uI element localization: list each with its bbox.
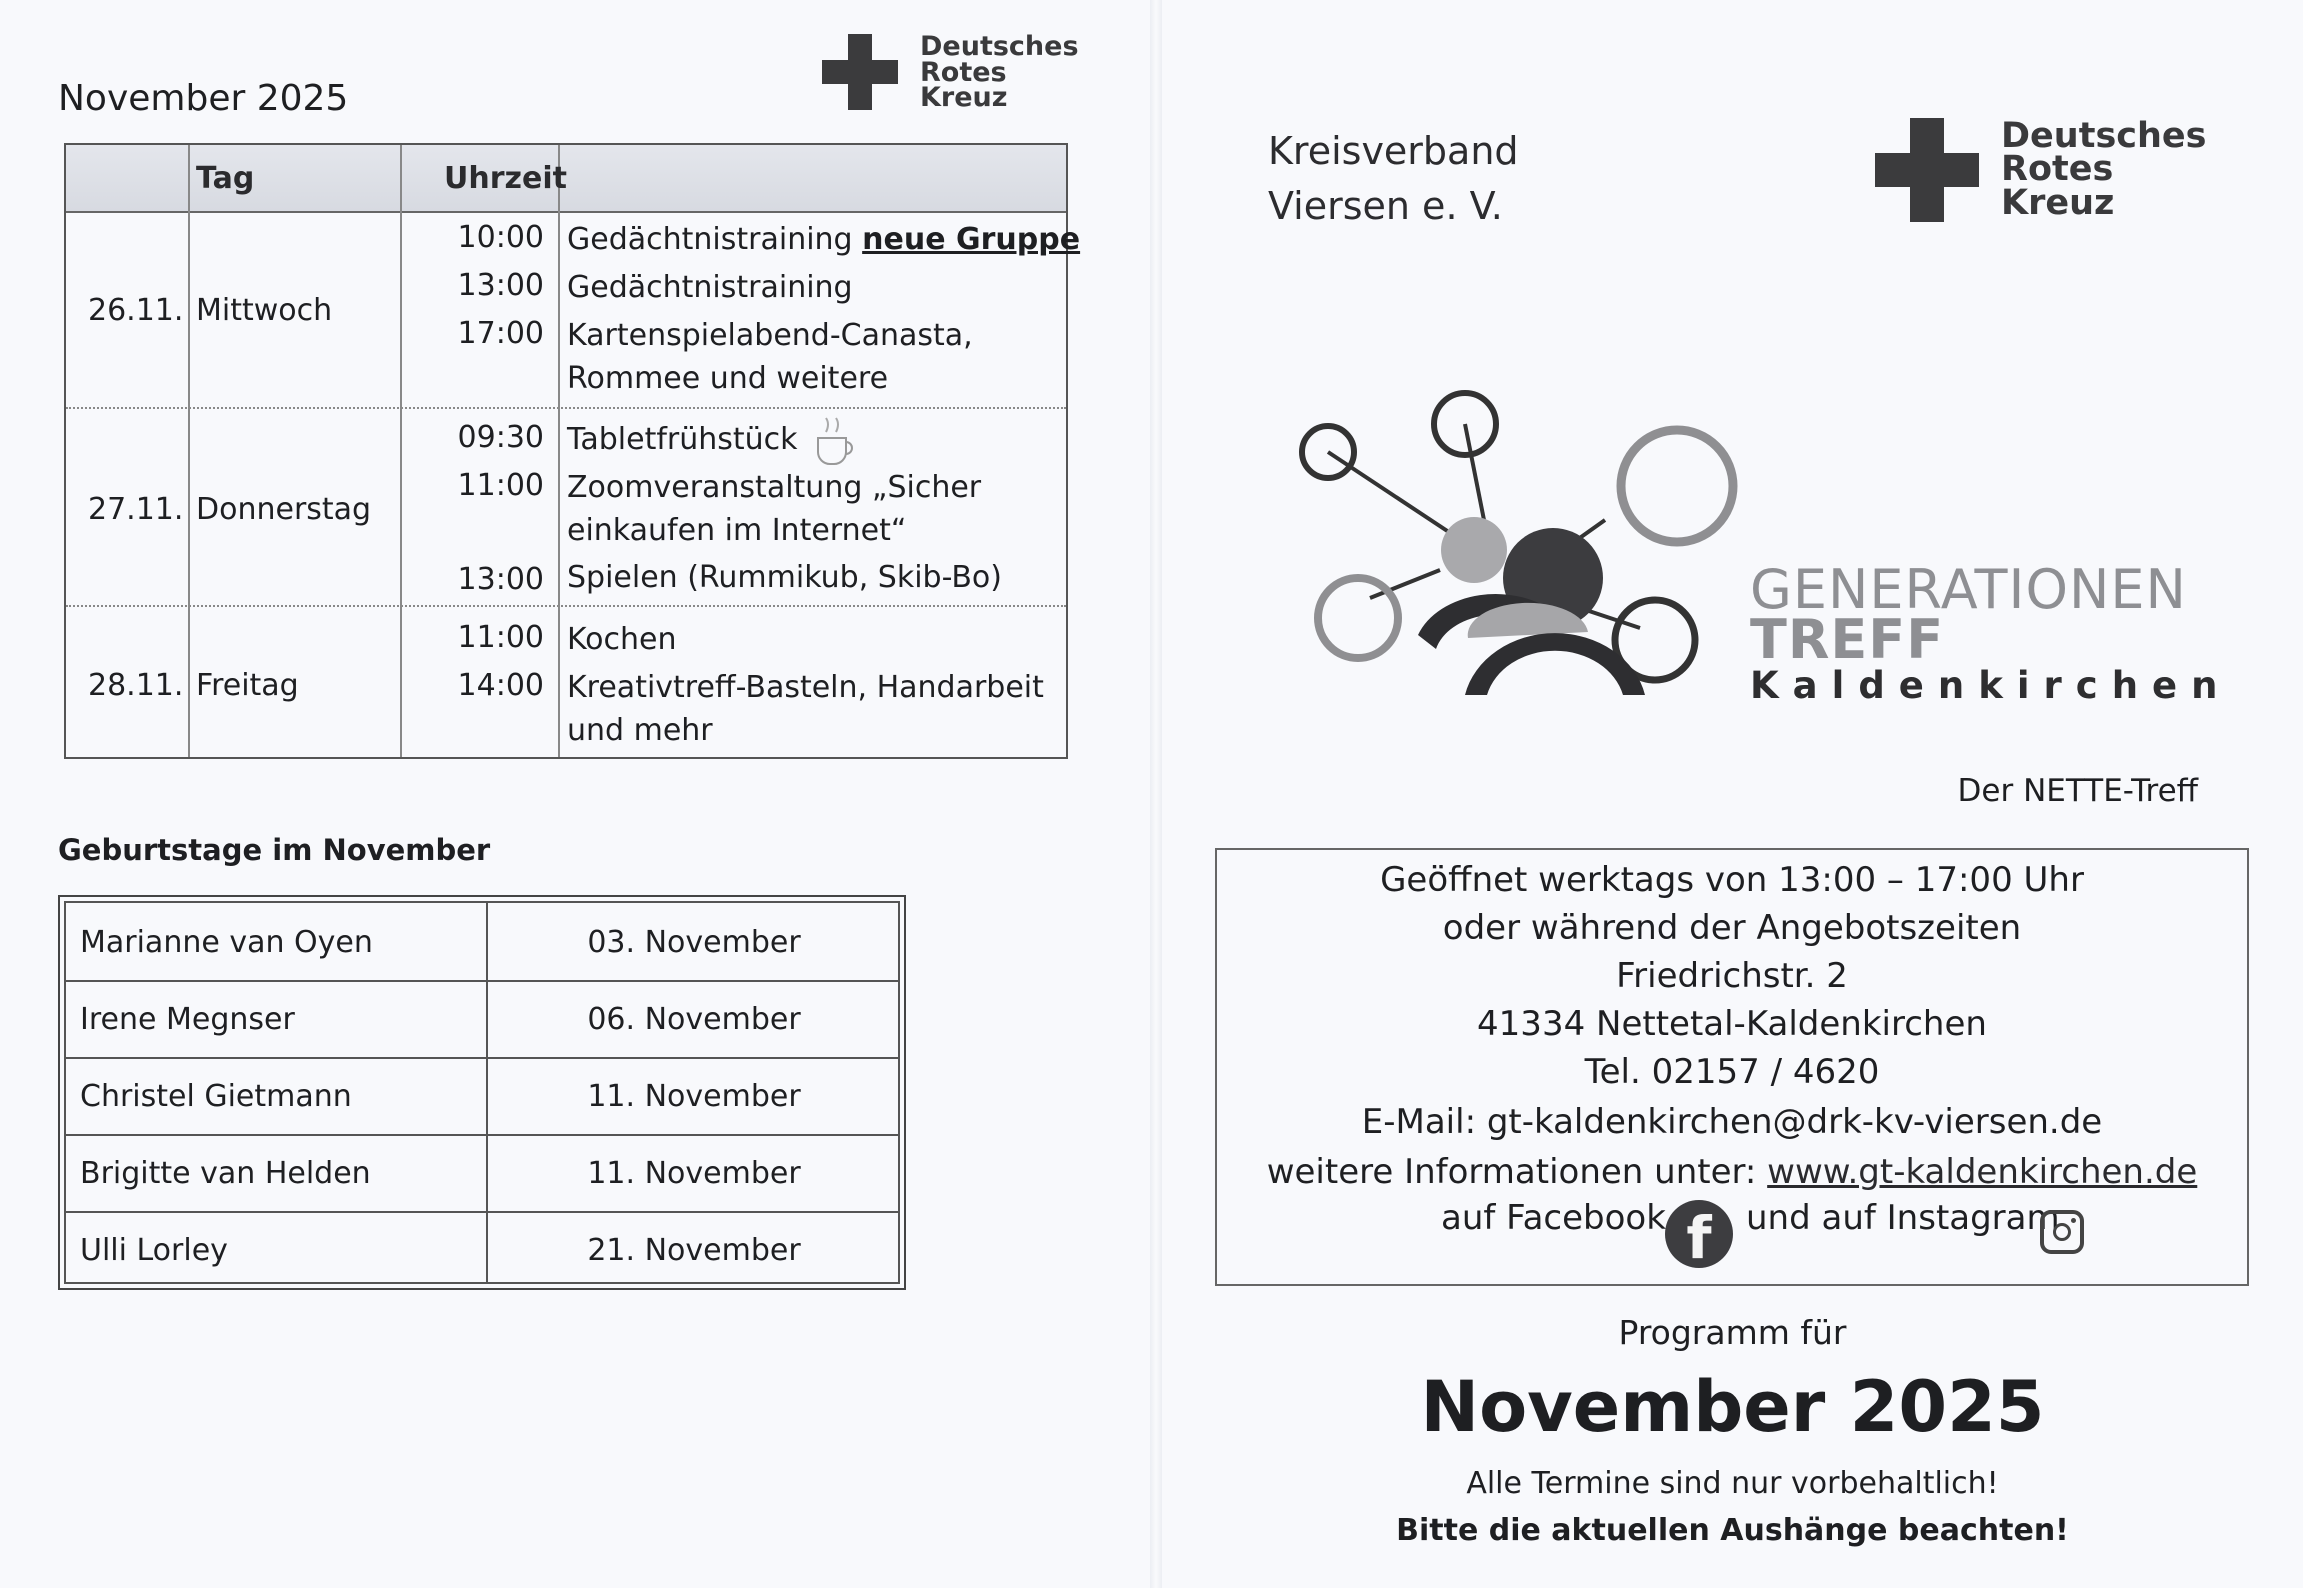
- page-fold: [1150, 0, 1162, 1588]
- event-text-continued: Rommee und weitere: [567, 361, 889, 396]
- birthday-name: Christel Gietmann: [80, 1079, 352, 1114]
- generationen-treff-logo-graphic: [1290, 380, 1750, 710]
- logo-line-3: Kreuz: [2001, 182, 2115, 223]
- street-address: Friedrichstr. 2: [1616, 956, 1848, 996]
- event-time: 13:00: [457, 562, 544, 597]
- header-tag: Tag: [196, 161, 255, 196]
- day-date: 27.11.: [88, 492, 184, 527]
- event-text: Zoomveranstaltung „Sicher: [567, 470, 982, 505]
- disclaimer-bold: Bitte die aktuellen Aushänge beachten!: [1396, 1513, 2069, 1548]
- gt-logo-word-generationen: GENERATIONEN: [1750, 558, 2187, 621]
- website-prefix: weitere Informationen unter:: [1266, 1152, 1768, 1192]
- event-text: Kochen: [567, 622, 677, 657]
- event-time: 09:30: [457, 420, 544, 455]
- gt-logo-word-treff: TREFF: [1750, 608, 1945, 671]
- logo-line-2: Rotes: [2001, 149, 2114, 190]
- birthday-date: 11. November: [587, 1079, 801, 1114]
- event-time: 13:00: [457, 268, 544, 303]
- phone-number: Tel. 02157 / 4620: [1584, 1052, 1880, 1092]
- birthday-date: 11. November: [587, 1156, 801, 1191]
- column-divider: [400, 145, 402, 757]
- red-cross-icon: [1875, 118, 1979, 222]
- nette-treff-label: Der NETTE-Treff: [1957, 773, 2198, 809]
- program-label: Programm für: [1618, 1313, 1847, 1352]
- event-text: Kartenspielabend-Canasta,: [567, 318, 973, 353]
- column-divider: [558, 145, 560, 757]
- event-time: 11:00: [457, 468, 544, 503]
- website-line: [1217, 1152, 2247, 1192]
- event-text-continued: einkaufen im Internet“: [567, 513, 907, 548]
- event-text: Gedächtnistraining: [567, 270, 853, 305]
- drk-logo-small: [822, 31, 1079, 114]
- day-date: 28.11.: [88, 668, 184, 703]
- table-row: [66, 980, 898, 1059]
- facebook-icon[interactable]: f: [1665, 1200, 1733, 1268]
- facebook-label: auf Facebook: [1441, 1198, 1666, 1238]
- birthday-date: 06. November: [587, 1002, 801, 1037]
- event-text: [567, 222, 1080, 257]
- birthday-name: Marianne van Oyen: [80, 925, 373, 960]
- logo-line-3: Kreuz: [920, 82, 1008, 114]
- drk-logo-text: [920, 31, 1079, 114]
- event-time: 11:00: [457, 620, 544, 655]
- row-divider: [66, 605, 1066, 607]
- event-text-continued: und mehr: [567, 713, 713, 748]
- logo-line-1: Deutsches: [2001, 116, 2207, 157]
- gt-logo-word-kaldenkirchen: Kaldenkirchen: [1750, 664, 2232, 707]
- event-text: Spielen (Rummikub, Skib-Bo): [567, 560, 1002, 595]
- org-line-1: Kreisverband: [1268, 129, 1519, 173]
- birthday-name: Irene Megnser: [80, 1002, 295, 1037]
- day-weekday: Donnerstag: [196, 492, 372, 527]
- birthday-date: 03. November: [587, 925, 801, 960]
- birthdays-title: Geburtstage im November: [58, 833, 491, 867]
- table-row: [66, 1134, 898, 1213]
- header-uhrzeit: Uhrzeit: [444, 161, 567, 196]
- drk-logo-large: [1875, 118, 2207, 222]
- instagram-icon[interactable]: [2040, 1210, 2084, 1254]
- logo-line-1: Deutsches: [920, 31, 1079, 62]
- birthdays-inner: [64, 901, 900, 1284]
- city-address: 41334 Nettetal-Kaldenkirchen: [1477, 1004, 1987, 1044]
- event-text: Kreativtreff-Basteln, Handarbeit: [567, 670, 1044, 705]
- birthday-name: Ulli Lorley: [80, 1233, 228, 1268]
- event-title: Gedächtnistraining: [567, 222, 853, 257]
- email-address[interactable]: E-Mail: gt-kaldenkirchen@drk-kv-viersen.de: [1361, 1102, 2103, 1142]
- event-time: 14:00: [457, 668, 544, 703]
- opening-note: oder während der Angebotszeiten: [1442, 908, 2022, 948]
- disclaimer-note: Alle Termine sind nur vorbehaltlich!: [1466, 1466, 1999, 1501]
- page-title: November 2025: [58, 78, 349, 119]
- website-link[interactable]: www.gt-kaldenkirchen.de: [1767, 1152, 2198, 1192]
- instagram-label: und auf Instagram: [1746, 1198, 2060, 1238]
- day-date: 26.11.: [88, 293, 184, 328]
- event-text: Tabletfrühstück: [567, 422, 798, 457]
- table-row: [66, 1057, 898, 1136]
- table-row: [66, 1211, 898, 1288]
- logo-line-2: Rotes: [920, 56, 1007, 88]
- day-weekday: Freitag: [196, 668, 299, 703]
- event-time: 17:00: [457, 316, 544, 351]
- new-group-highlight: neue Gruppe: [862, 222, 1081, 257]
- row-divider: [66, 407, 1066, 409]
- program-month: November 2025: [1420, 1366, 2045, 1448]
- info-box: [1215, 848, 2249, 1286]
- coffee-cup-icon: [808, 410, 864, 470]
- table-row: [66, 903, 898, 982]
- drk-logo-text: [2001, 116, 2207, 223]
- day-weekday: Mittwoch: [196, 293, 333, 328]
- red-cross-icon: [822, 34, 898, 110]
- organization-name: [1268, 124, 1519, 234]
- org-line-2: Viersen e. V.: [1268, 184, 1503, 228]
- column-divider: [188, 145, 190, 757]
- birthday-date: 21. November: [587, 1233, 801, 1268]
- event-time: 10:00: [457, 220, 544, 255]
- opening-hours: Geöffnet werktags von 13:00 – 17:00 Uhr: [1380, 860, 2084, 900]
- birthday-name: Brigitte van Helden: [80, 1156, 371, 1191]
- birthdays-table: [58, 895, 906, 1290]
